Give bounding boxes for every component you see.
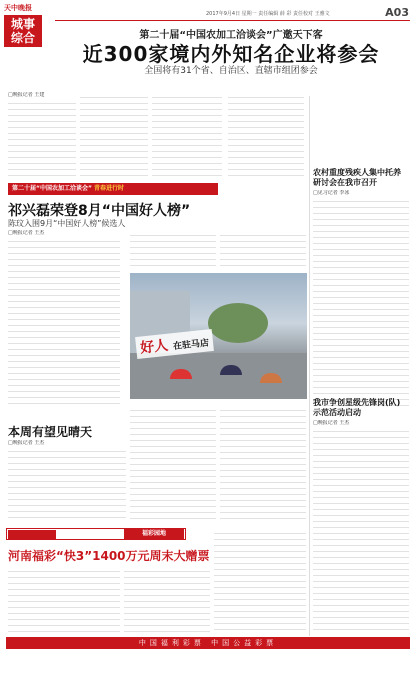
right-headline-1: 农村重度残疾人集中托养 研讨会在我市召开 [313,168,401,187]
header-divider [55,20,410,21]
lead-subhead: 全国将有31个省、自治区、直辖市组团参会 [144,66,318,76]
lead-col-1 [8,92,76,180]
ad-title: 河南福彩“快3”1400万元周末大赠票 [8,549,210,563]
right-headline-2: 我市争创星级先锋岗(队) 示范活动启动 [313,398,401,417]
photo-tag-small: 在驻马店 [172,338,210,353]
section2-col-2 [130,230,216,270]
brand-title: 天中晚报 [4,4,32,12]
banner-slogan: 青春进行时 [93,185,124,192]
section2-col-3 [220,230,306,270]
section-name: 城事 综合 [4,15,42,47]
section2-title: 祁兴磊荣登8月“中国好人榜” [8,203,191,219]
lead-kicker: 第二十届“中国农加工洽谈会”广邀天下客 [139,30,323,41]
banner-prefix: 第二十届“中国农加工洽谈会” [12,185,92,192]
photo-tag-text: 好人 [139,337,169,357]
lead-col-3 [152,92,222,180]
lead-headline: 近300家境内外知名企业将参会 [82,42,380,66]
weather-col-2 [130,405,216,523]
lead-col-2 [80,92,148,180]
lottery-logo [8,530,56,539]
section2-byline: □晚报记者 王杰 [8,230,45,236]
street-photo [130,273,307,399]
ad-col-2 [124,566,210,634]
brand-block [4,4,44,47]
weather-title: 本周有望见晴天 [8,425,93,439]
right-byline-2: □晚报记者 王杰 [313,420,350,426]
ad-section-tag: 福彩园地 [124,529,184,539]
ad-col-3 [214,528,306,634]
weather-byline: □晚报记者 王杰 [8,440,45,446]
column-divider [309,96,310,636]
lottery-footer-banner: 中国福利彩票 中国公益彩票 [6,637,410,649]
event-banner [8,183,218,195]
masthead-info: 2017年9月4日 星期一 责任编辑 薛 彩 责任校对 王雅文 [206,11,330,17]
right-byline-1: □见习记者 李冰 [313,190,350,196]
section2-subtitle: 陈玟入围9月“中国好人榜”候选人 [8,219,126,228]
right-col-text-2 [313,420,409,634]
page-number: A03 [385,6,409,19]
section2-col-1 [8,230,120,410]
ad-col-1 [8,566,120,634]
weather-col-1 [8,440,126,524]
weather-col-3 [220,405,306,523]
lead-col-4 [228,92,304,180]
lead-byline: □晚报记者 王建 [8,92,45,98]
